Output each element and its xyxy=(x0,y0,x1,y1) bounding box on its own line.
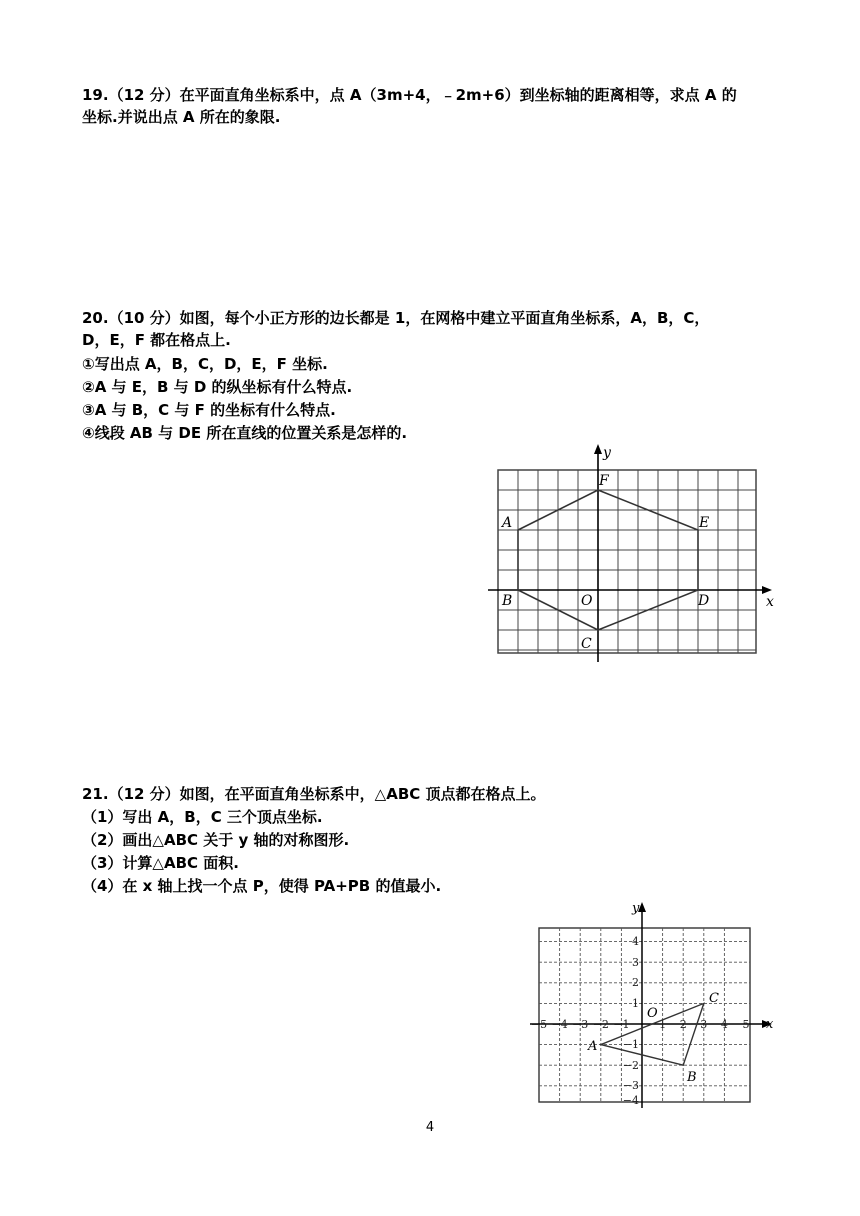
q20-point-d-label: D xyxy=(698,593,710,609)
q19-line-2: 坐标.并说出点 A 所在的象限. xyxy=(82,108,281,126)
q21-y-tick: 4 xyxy=(632,935,639,948)
q19-line-1: 19.（12 分）在平面直角坐标系中，点 A（3m+4，﹣2m+6）到坐标轴的距离相等，求点 A 的 xyxy=(82,86,737,104)
q20-item-4: ④线段 AB 与 DE 所在直线的位置关系是怎样的. xyxy=(82,424,408,442)
q21-x-tick: 5 xyxy=(742,1018,750,1031)
q21-x-tick: 1 xyxy=(659,1018,667,1031)
q21-item-4: （4）在 x 轴上找一个点 P，使得 PA+PB 的值最小. xyxy=(82,877,442,895)
q21-y-tick: −1 xyxy=(622,1038,639,1051)
q21-line-1: 21.（12 分）如图，在平面直角坐标系中，△ABC 顶点都在格点上。 xyxy=(82,785,546,803)
q21-grid-frame xyxy=(539,928,750,1102)
q20-origin-label: O xyxy=(581,593,593,609)
q21-x-tick: −4 xyxy=(551,1018,568,1031)
q20-point-e-label: E xyxy=(699,515,710,531)
q20-line-1: 20.（10 分）如图，每个小正方形的边长都是 1，在网格中建立平面直角坐标系，A，B，C， xyxy=(82,309,710,327)
q21-x-tick: −3 xyxy=(572,1018,589,1031)
q21-x-tick: 3 xyxy=(700,1018,708,1031)
q21-x-tick: 4 xyxy=(720,1018,728,1031)
q21-x-tick: −5 xyxy=(530,1018,548,1031)
q21-y-tick: −3 xyxy=(622,1079,639,1092)
q20-point-b-label: B xyxy=(502,593,513,609)
q21-point-a-label: A xyxy=(588,1039,598,1054)
q20-x-arrow-icon xyxy=(762,586,772,594)
q20-x-axis-label: x xyxy=(766,594,774,610)
q21-point-b-label: B xyxy=(687,1070,697,1085)
q21-figure xyxy=(520,898,790,1113)
q21-x-axis-label: x xyxy=(766,1017,774,1032)
q20-item-2: ②A 与 E，B 与 D 的纵坐标有什么特点. xyxy=(82,378,353,396)
q21-item-3: （3）计算△ABC 面积. xyxy=(82,854,239,872)
q20-hexagon xyxy=(518,490,698,630)
q21-y-axis-label: y xyxy=(632,901,640,916)
q20-grid xyxy=(498,470,756,653)
q20-y-axis-label: y xyxy=(603,445,611,461)
q21-y-tick: 3 xyxy=(632,956,639,969)
q21-x-tick: −1 xyxy=(613,1018,630,1031)
page-number: 4 xyxy=(425,1120,435,1135)
q20-item-1: ①写出点 A，B，C，D，E，F 坐标. xyxy=(82,355,328,373)
q21-item-2: （2）画出△ABC 关于 y 轴的对称图形. xyxy=(82,831,350,849)
q20-item-3: ③A 与 B，C 与 F 的坐标有什么特点. xyxy=(82,401,336,419)
q20-line-2: D，E，F 都在格点上. xyxy=(82,331,231,349)
q21-y-tick: 2 xyxy=(632,976,639,989)
q21-item-1: （1）写出 A，B，C 三个顶点坐标. xyxy=(82,808,323,826)
q21-point-c-label: C xyxy=(709,991,719,1006)
q20-y-arrow-icon xyxy=(594,444,602,454)
q21-y-tick: −4 xyxy=(622,1094,639,1107)
q20-point-a-label: A xyxy=(502,515,513,531)
q21-y-tick: 1 xyxy=(632,997,639,1010)
q21-origin-label: O xyxy=(647,1006,658,1021)
q21-grid xyxy=(539,928,750,1102)
q20-point-c-label: C xyxy=(581,636,592,652)
q21-x-tick: −2 xyxy=(592,1018,609,1031)
q21-x-tick: 2 xyxy=(679,1018,687,1031)
q20-figure xyxy=(480,440,780,670)
q21-y-tick: −2 xyxy=(622,1059,639,1072)
q20-point-f-label: F xyxy=(599,473,609,489)
